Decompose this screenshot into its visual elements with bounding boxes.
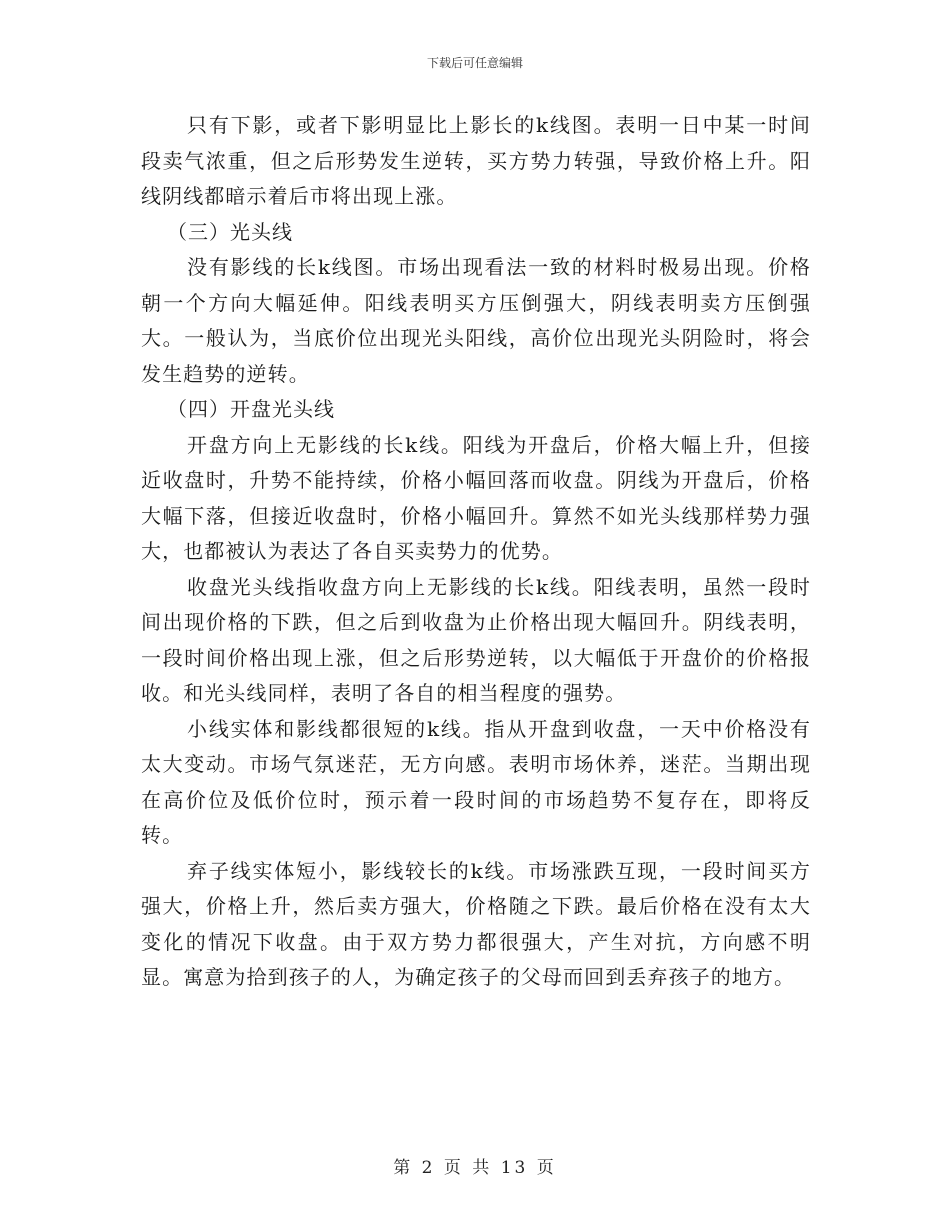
paragraph-abandoned-line: 弃子线实体短小，影线较长的k线。市场涨跌互现，一段时间买方强大，价格上升，然后卖方强大，价格随之下跌。最后价格在没有太大变化的情况下收盘。由于双方势力都很强大，产生对抗，方向感不明显。寓意为拾到孩子的人，为确定孩子的父母而回到丢弃孩子的地方。 — [141, 858, 811, 989]
paragraph-opening-bald-line: 开盘方向上无影线的长k线。阳线为开盘后，价格大幅上升，但接近收盘时，升势不能持续，价格小幅回落而收盘。阴线为开盘后，价格大幅下落，但接近收盘时，价格小幅回升。算然不如光头线那样势力强大，也都被认为表达了各自买卖势力的优势。 — [141, 432, 811, 563]
page-footer: 第 2 页 共 13 页 — [393, 1158, 557, 1178]
document-body — [141, 108, 811, 996]
section-heading-opening-bald-line: （四）开盘光头线 — [167, 397, 335, 421]
page-header: 下载后可任意编辑 — [426, 56, 523, 70]
paragraph-closing-bald-line: 收盘光头线指收盘方向上无影线的长k线。阳线表明，虽然一段时间出现价格的下跌，但之后到收盘为止价格出现大幅回升。阴线表明，一段时间价格出现上涨，但之后形势逆转，以大幅低于开盘价的价格报收。和光头线同样，表明了各自的相当程度的强势。 — [141, 574, 811, 705]
paragraph-bald-line: 没有影线的长k线图。市场出现看法一致的材料时极易出现。价格朝一个方向大幅延伸。阳线表明买方压倒强大，阴线表明卖方压倒强大。一般认为，当底价位出现光头阳线，高价位出现光头阴险时，将会发生趋势的逆转。 — [141, 255, 811, 386]
paragraph-lower-shadow: 只有下影，或者下影明显比上影长的k线图。表明一日中某一时间段卖气浓重，但之后形势发生逆转，买方势力转强，导致价格上升。阳线阴线都暗示着后市将出现上涨。 — [141, 113, 811, 208]
paragraph-small-line: 小线实体和影线都很短的k线。指从开盘到收盘，一天中价格没有太大变动。市场气氛迷茫，无方向感。表明市场休养，迷茫。当期出现在高价位及低价位时，预示着一段时间的市场趋势不复存在，即将反转。 — [141, 716, 811, 847]
section-heading-bald-line: （三）光头线 — [167, 219, 293, 244]
